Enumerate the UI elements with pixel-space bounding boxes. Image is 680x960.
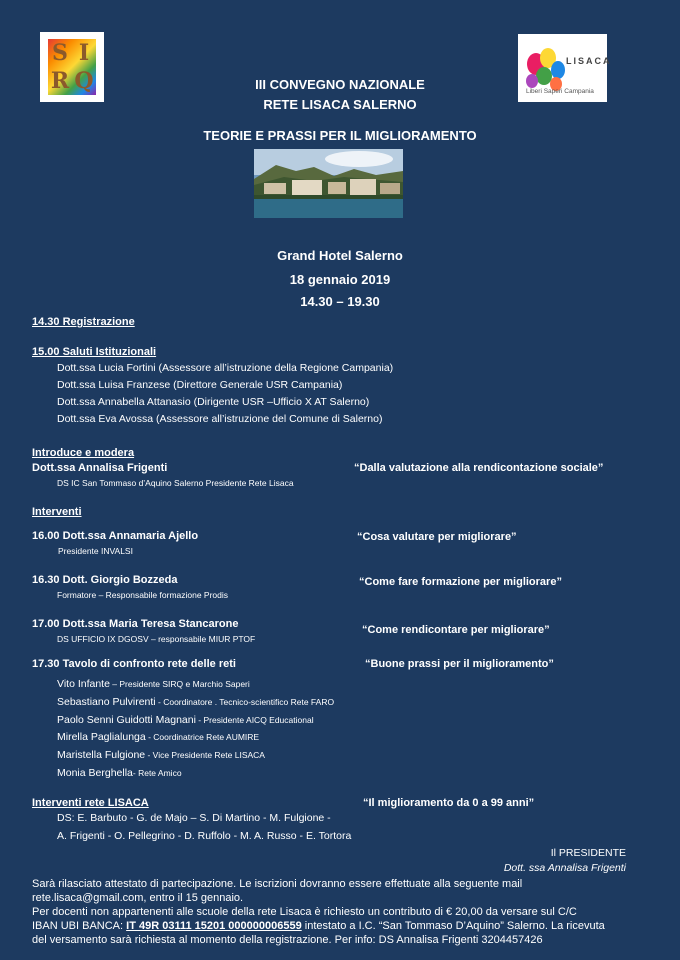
tavolo-member: Sebastiano Pulvirenti - Coordinatore . Tecnico-scientifico Rete FARO: [57, 696, 335, 708]
header-line-1: III CONVEGNO NAZIONALE: [255, 77, 425, 92]
tavolo-member: Vito Infante – Presidente SIRQ e Marchio Saperi: [57, 678, 250, 690]
intervento-role: Presidente INVALSI: [58, 546, 133, 556]
intervento-role: DS UFFICIO IX DGOSV – responsabile MIUR PTOF: [57, 634, 256, 644]
introduce-topic: “Dalla valutazione alla rendicontazione sociale”: [354, 462, 604, 474]
intervento-topic: “Cosa valutare per migliorare”: [357, 531, 517, 543]
salerno-waterfront-photo: [254, 149, 403, 218]
header-line-3: TEORIE E PRASSI PER IL MIGLIORAMENTO: [203, 128, 477, 143]
lisaca-logo-text: LISACA: [566, 56, 612, 66]
footer-line: Sarà rilasciato attestato di partecipazione. Le iscrizioni dovranno essere effettuate alla seguente mail: [32, 878, 523, 890]
intervento-name: 17.00 Dott.ssa Maria Teresa Stancarone: [32, 618, 239, 630]
rete-topic: “Il miglioramento da 0 a 99 anni”: [363, 797, 535, 809]
interventi-heading: Interventi: [32, 506, 82, 518]
tavolo-member: Maristella Fulgione - Vice Presidente Rete LISACA: [57, 749, 265, 761]
footer-line: rete.lisaca@gmail.com, entro il 15 gennaio.: [32, 892, 244, 904]
iban-code: IT 49R 03111 15201 000000006559: [126, 920, 302, 932]
sirq-letter-r: R: [50, 68, 70, 94]
rete-members-line: A. Frigenti - O. Pellegrino - D. Ruffolo - M. A. Russo - E. Tortora: [57, 830, 352, 842]
intervento-role: Formatore – Responsabile formazione Prodis: [57, 590, 229, 600]
venue-date: 18 gennaio 2019: [289, 272, 391, 287]
footer-iban-line: IBAN UBI BANCA: IT 49R 03111 15201 000000006559 intestato a I.C. “San Tommaso D’Aquino” Salerno. La ricevuta: [32, 920, 605, 932]
saluti-item: Dott.ssa Lucia Fortini (Assessore all’istruzione della Regione Campania): [57, 362, 394, 374]
venue-name: Grand Hotel Salerno: [277, 248, 403, 263]
sirq-letter-q: Q: [74, 68, 94, 94]
tavolo-topic: “Buone prassi per il miglioramento”: [365, 658, 554, 670]
rete-heading: Interventi rete LISACA: [32, 797, 149, 809]
introduce-heading: Introduce e modera: [32, 447, 135, 459]
sirq-letter-i: I: [78, 40, 90, 66]
signature-name: Dott. ssa Annalisa Frigenti: [503, 862, 626, 874]
intervento-name: 16.00 Dott.ssa Annamaria Ajello: [32, 530, 199, 542]
tavolo-member: Paolo Senni Guidotti Magnani - Presidente AICQ Educational: [57, 714, 314, 726]
introduce-role: DS IC San Tommaso d’Aquino Salerno Presidente Rete Lisaca: [57, 478, 294, 488]
lisaca-logo-subtitle: Liberi Saperi Campania: [526, 88, 594, 95]
saluti-item: Dott.ssa Annabella Attanasio (Dirigente USR –Ufficio X AT Salerno): [57, 396, 370, 408]
venue-time: 14.30 – 19.30: [300, 294, 380, 309]
saluti-heading: 15.00 Saluti Istituzionali: [32, 346, 157, 358]
footer-line: del versamento sarà richiesta al momento della registrazione. Per info: DS Annalisa Frigenti 3204457426: [32, 934, 543, 946]
sirq-letter-s: S: [52, 40, 68, 66]
tavolo-member: Mirella Paglialunga - Coordinatrice Rete AUMIRE: [57, 731, 260, 743]
introduce-name: Dott.ssa Annalisa Frigenti: [32, 462, 168, 474]
intervento-topic: “Come fare formazione per migliorare”: [359, 576, 562, 588]
footer-line: Per docenti non appartenenti alle scuole della rete Lisaca è richiesto un contributo di € 20,00 da versare sul C/C: [32, 906, 577, 918]
signature-title: Il PRESIDENTE: [550, 847, 626, 859]
rete-members-line: DS: E. Barbuto - G. de Majo – S. Di Martino - M. Fulgione -: [57, 812, 331, 824]
tavolo-heading: 17.30 Tavolo di confronto rete delle reti: [32, 658, 236, 670]
intervento-name: 16.30 Dott. Giorgio Bozzeda: [32, 574, 178, 586]
saluti-item: Dott.ssa Luisa Franzese (Direttore Generale USR Campania): [57, 379, 343, 391]
tavolo-member: Monia Berghella- Rete Amico: [57, 767, 182, 779]
registrazione-heading: 14.30 Registrazione: [32, 316, 135, 328]
saluti-item: Dott.ssa Eva Avossa (Assessore all’istruzione del Comune di Salerno): [57, 413, 383, 425]
header-line-2: RETE LISACA SALERNO: [263, 97, 417, 112]
intervento-topic: “Come rendicontare per migliorare”: [362, 624, 550, 636]
